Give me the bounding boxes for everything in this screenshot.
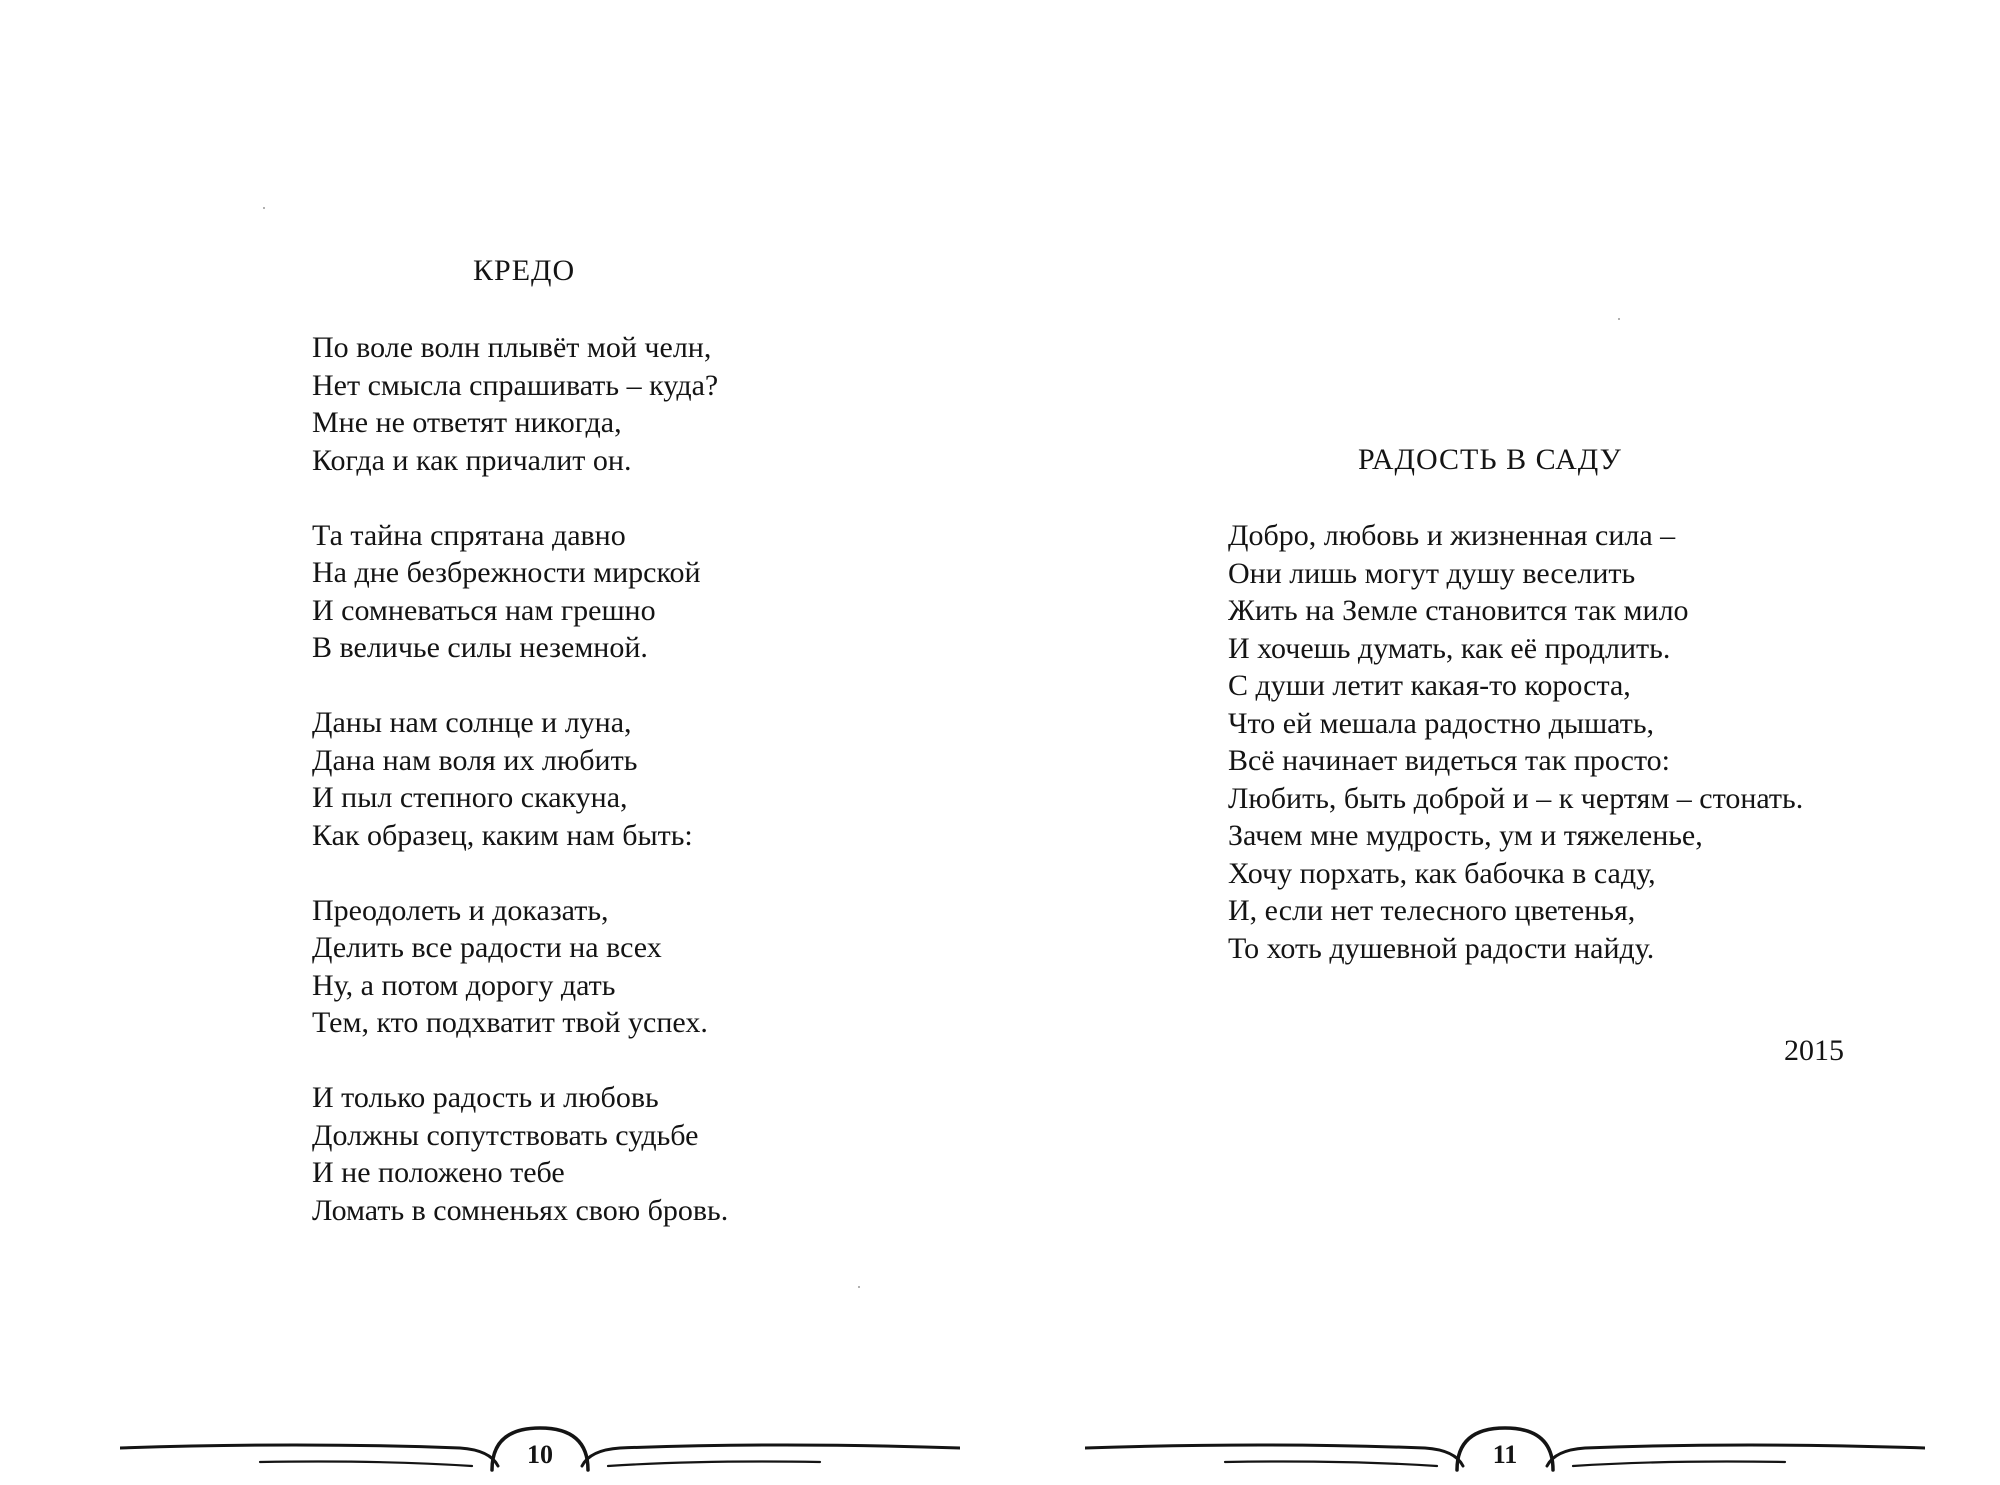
poem-line: И только радость и любовь bbox=[312, 1081, 659, 1114]
scan-speck bbox=[263, 207, 265, 209]
poem-line: И хочешь думать, как её продлить. bbox=[1228, 631, 1671, 665]
poem-line: Добро, любовь и жизненная сила – bbox=[1228, 519, 1676, 552]
stanza bbox=[312, 517, 728, 667]
poem-line: Мне не ответят никогда, bbox=[312, 406, 622, 439]
poem-line: С души летит какая-то короста, bbox=[1228, 669, 1631, 702]
stanza bbox=[312, 892, 728, 1042]
poem-line: То хоть душевной радости найду. bbox=[1228, 931, 1655, 965]
stanza bbox=[312, 1079, 728, 1229]
poem-line: И, если нет телесного цветенья, bbox=[1228, 894, 1636, 927]
stanza bbox=[312, 704, 728, 854]
poem-line: И пыл степного скакуна, bbox=[312, 781, 628, 814]
poem-body-radost-v-sadu bbox=[1228, 517, 1803, 967]
poem-line: Когда и как причалит он. bbox=[312, 443, 632, 477]
poem-line: Преодолеть и доказать, bbox=[312, 893, 609, 927]
poem-line: Хочу порхать, как бабочка в саду, bbox=[1228, 856, 1656, 890]
poem-line: И сомневаться нам грешно bbox=[312, 593, 656, 627]
poem-line: Должны сопутствовать судьбе bbox=[312, 1118, 699, 1152]
poem-line: Как образец, каким нам быть: bbox=[312, 818, 693, 852]
poem-line: На дне безбрежности мирской bbox=[312, 556, 701, 589]
poem-line: Ломать в сомненьях свою бровь. bbox=[312, 1193, 729, 1227]
right-page bbox=[1000, 0, 2000, 1485]
scan-speck bbox=[1618, 318, 1620, 320]
poem-line: Ну, а потом дорогу дать bbox=[312, 968, 616, 1002]
poem-year: 2015 bbox=[1784, 1034, 1844, 1067]
poem-title-kredo: КРЕДО bbox=[473, 254, 576, 287]
poem-line: Та тайна спрятана давно bbox=[312, 518, 626, 552]
poem-line: Зачем мне мудрость, ум и тяжеленье, bbox=[1228, 819, 1703, 852]
poem-line: Тем, кто подхватит твой успех. bbox=[312, 1006, 708, 1039]
stanza bbox=[312, 329, 728, 479]
poem-line: Что ей мешала радостно дышать, bbox=[1228, 706, 1655, 740]
poem-line: По воле волн плывёт мой челн, bbox=[312, 331, 712, 364]
poem-line: Дана нам воля их любить bbox=[312, 743, 638, 777]
poem-line: Нет смысла спрашивать – куда? bbox=[312, 368, 719, 402]
poem-line: Любить, быть доброй и – к чертям – стонать. bbox=[1228, 781, 1804, 815]
poem-line: И не положено тебе bbox=[312, 1156, 565, 1189]
poem-body-kredo bbox=[312, 329, 728, 1229]
poem-line: Они лишь могут душу веселить bbox=[1228, 556, 1636, 590]
scan-speck bbox=[858, 1286, 860, 1288]
poem-line: В величье силы неземной. bbox=[312, 631, 648, 664]
page-number: 11 bbox=[1492, 1440, 1518, 1469]
page-number: 10 bbox=[527, 1440, 553, 1469]
page-footer-ornament bbox=[120, 1420, 960, 1480]
poem-line: Даны нам солнце и луна, bbox=[312, 706, 632, 739]
poem-title-radost-v-sadu: РАДОСТЬ В САДУ bbox=[1358, 443, 1622, 476]
stanza bbox=[1228, 517, 1803, 967]
poem-line: Жить на Земле становится так мило bbox=[1228, 594, 1689, 627]
page-footer-ornament bbox=[1085, 1420, 1925, 1480]
poem-line: Всё начинает видеться так просто: bbox=[1228, 744, 1670, 777]
poem-line: Делить все радости на всех bbox=[312, 931, 662, 964]
